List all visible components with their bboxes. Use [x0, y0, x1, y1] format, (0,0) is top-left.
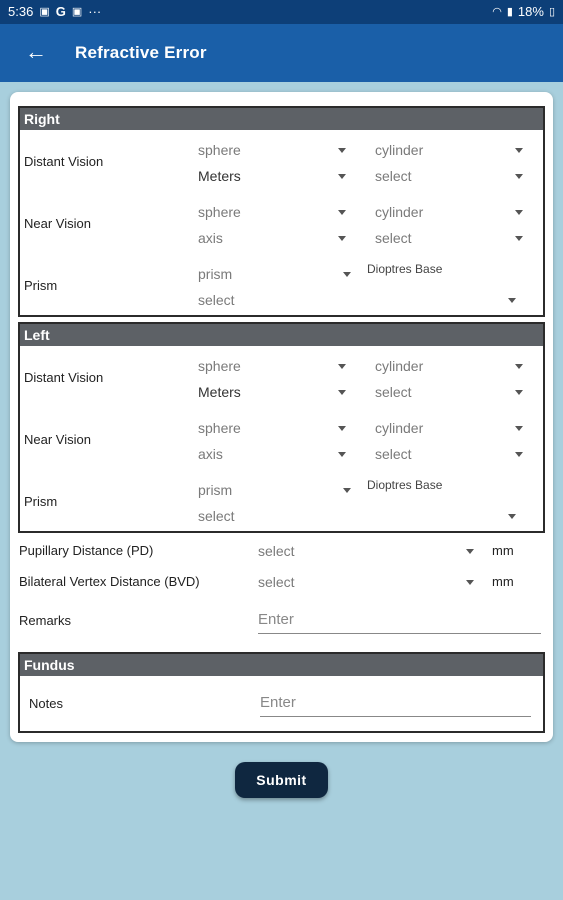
- left-near-cylinder-dropdown[interactable]: cylinder: [375, 420, 525, 436]
- submit-button[interactable]: Submit: [235, 762, 328, 798]
- image-icon: ▣: [39, 6, 50, 18]
- chevron-down-icon: [338, 148, 346, 153]
- right-section-header: Right: [20, 108, 543, 130]
- left-distant-meters-dropdown[interactable]: Meters: [198, 384, 348, 400]
- chevron-down-icon: [343, 488, 351, 493]
- right-prism-dropdown[interactable]: prism: [198, 266, 353, 282]
- form-card: [10, 92, 553, 742]
- page-title: Refractive Error: [75, 43, 207, 62]
- remarks-placeholder: Enter: [258, 611, 294, 628]
- chevron-down-icon: [338, 174, 346, 179]
- chevron-down-icon: [515, 148, 523, 153]
- chevron-down-icon: [466, 580, 474, 585]
- wifi-icon: ◠: [492, 6, 502, 18]
- pd-dropdown[interactable]: select: [258, 543, 476, 559]
- left-near-vision-label: Near Vision: [24, 432, 91, 447]
- right-near-axis-dropdown[interactable]: axis: [198, 230, 348, 246]
- remarks-input[interactable]: [258, 611, 541, 634]
- remarks-label: Remarks: [19, 613, 72, 628]
- chevron-down-icon: [508, 514, 516, 519]
- left-section: [18, 322, 545, 533]
- right-section: [18, 106, 545, 317]
- left-near-sphere-dropdown[interactable]: sphere: [198, 420, 348, 436]
- right-distant-cylinder-dropdown[interactable]: cylinder: [375, 142, 525, 158]
- left-distant-sphere-dropdown[interactable]: sphere: [198, 358, 348, 374]
- chevron-down-icon: [515, 174, 523, 179]
- chevron-down-icon: [515, 390, 523, 395]
- left-near-select-dropdown[interactable]: select: [375, 446, 525, 462]
- battery-icon: ▯: [548, 6, 555, 18]
- left-prism-dropdown[interactable]: prism: [198, 482, 353, 498]
- left-distant-cylinder-dropdown[interactable]: cylinder: [375, 358, 525, 374]
- left-distant-vision-label: Distant Vision: [24, 370, 104, 385]
- right-near-vision-label: Near Vision: [24, 216, 91, 231]
- fundus-section-header: Fundus: [20, 654, 543, 676]
- right-near-cylinder-dropdown[interactable]: cylinder: [375, 204, 525, 220]
- chevron-down-icon: [338, 364, 346, 369]
- left-section-header: Left: [20, 324, 543, 346]
- bvd-unit: mm: [492, 574, 514, 589]
- battery-percent: 18%: [517, 4, 544, 19]
- fundus-section: [18, 652, 545, 733]
- pd-unit: mm: [492, 543, 514, 558]
- chevron-down-icon: [338, 452, 346, 457]
- chevron-down-icon: [508, 298, 516, 303]
- right-distant-meters-dropdown[interactable]: Meters: [198, 168, 348, 184]
- right-distant-sphere-dropdown[interactable]: sphere: [198, 142, 348, 158]
- chevron-down-icon: [338, 210, 346, 215]
- pd-label: Pupillary Distance (PD): [19, 543, 154, 558]
- notes-placeholder: Enter: [260, 694, 296, 711]
- chevron-down-icon: [338, 236, 346, 241]
- right-near-select-dropdown[interactable]: select: [375, 230, 525, 246]
- right-distant-vision-label: Distant Vision: [24, 154, 104, 169]
- right-prism-select-dropdown[interactable]: select: [198, 292, 525, 308]
- right-distant-select-dropdown[interactable]: select: [375, 168, 525, 184]
- signal-icon: ▮: [506, 6, 513, 18]
- chevron-down-icon: [515, 426, 523, 431]
- status-bar: [0, 0, 563, 24]
- chevron-down-icon: [515, 452, 523, 457]
- left-dioptres-base-label: Dioptres Base: [367, 478, 443, 492]
- more-notifications: ···: [88, 4, 102, 19]
- right-prism-label: Prism: [24, 278, 58, 293]
- left-prism-label: Prism: [24, 494, 58, 509]
- chevron-down-icon: [338, 426, 346, 431]
- chevron-down-icon: [515, 364, 523, 369]
- left-distant-select-dropdown[interactable]: select: [375, 384, 525, 400]
- chevron-down-icon: [515, 210, 523, 215]
- left-prism-select-dropdown[interactable]: select: [198, 508, 525, 524]
- photo-icon: ▣: [71, 6, 83, 18]
- left-near-axis-dropdown[interactable]: axis: [198, 446, 348, 462]
- chevron-down-icon: [338, 390, 346, 395]
- chevron-down-icon: [515, 236, 523, 241]
- status-time: 5:36: [8, 4, 34, 19]
- bvd-dropdown[interactable]: select: [258, 574, 476, 590]
- bvd-label: Bilateral Vertex Distance (BVD): [19, 574, 200, 589]
- google-icon: G: [55, 4, 66, 19]
- chevron-down-icon: [466, 549, 474, 554]
- app-bar: [0, 24, 563, 82]
- right-dioptres-base-label: Dioptres Base: [367, 262, 443, 276]
- back-arrow-icon[interactable]: ←: [25, 39, 47, 64]
- fundus-notes-label: Notes: [29, 696, 63, 711]
- right-near-sphere-dropdown[interactable]: sphere: [198, 204, 348, 220]
- fundus-notes-input[interactable]: [260, 694, 531, 717]
- chevron-down-icon: [343, 272, 351, 277]
